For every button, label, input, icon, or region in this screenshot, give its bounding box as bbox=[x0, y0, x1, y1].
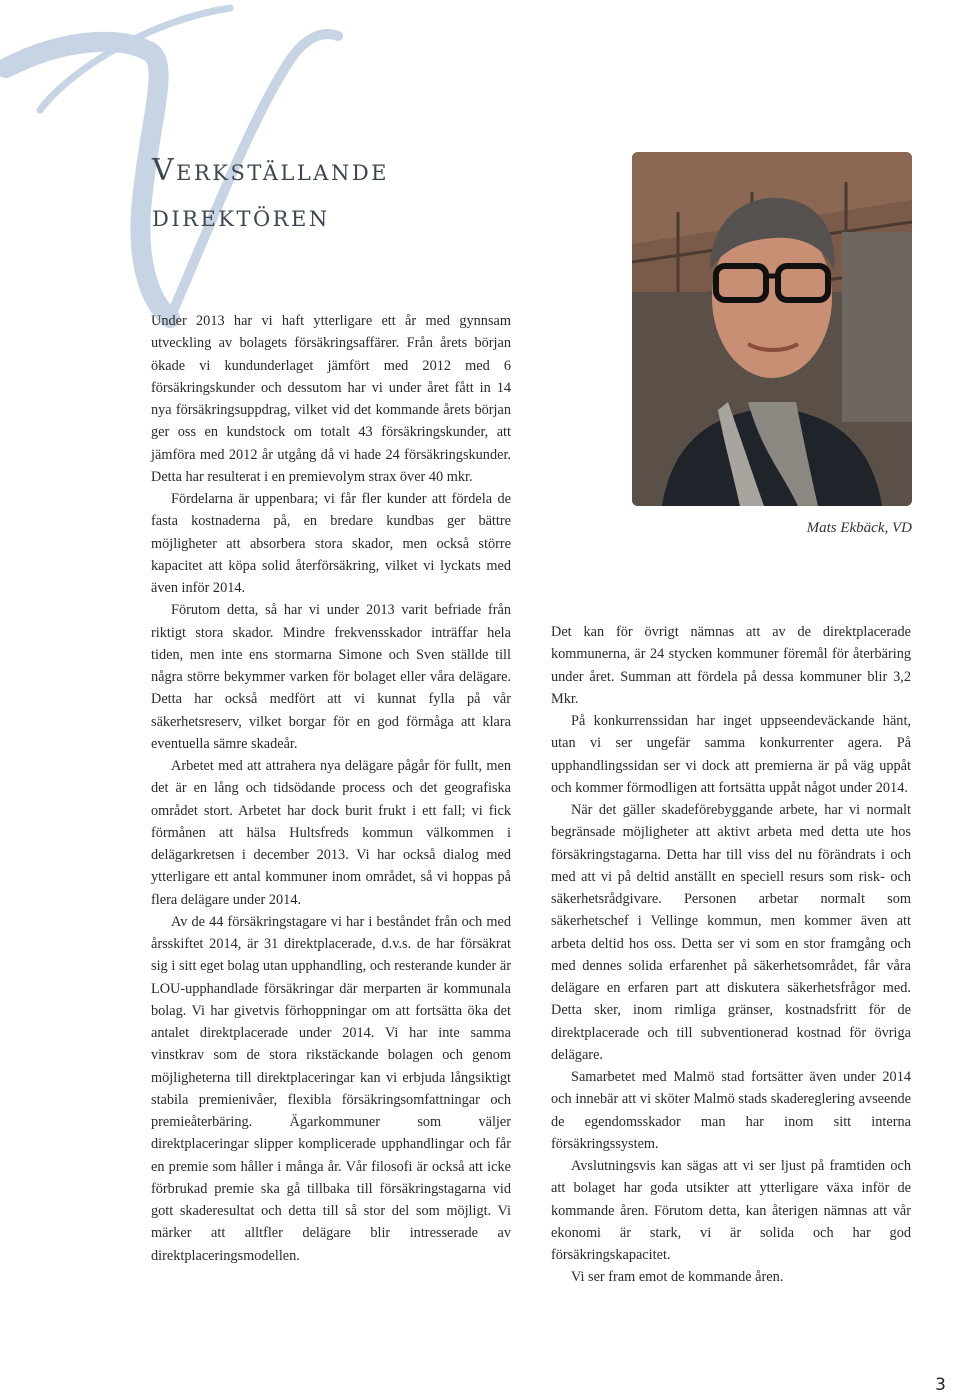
paragraph: Vi ser fram emot de kommande åren. bbox=[571, 1269, 784, 1286]
portrait-photo bbox=[632, 152, 912, 506]
paragraph: Av de 44 försäkringstagare vi har i beståndet från och med årsskiftet 2014, är 31 direktplacerade, d.v.s. de har försäkrat sig i sitt eget bolag utan upphandling, och resterande kunder är LOU-upphandlade försäkringar där merparten är kommunala bolag. Vi har givetvis förhoppningar om att fortsätta öka det antalet direktplacerade under 2014. Vi har inte samma vinstkrav som de stora rikstäckande bolagen och genom möjligheterna till direktplaceringar kan vi erbjuda långsiktigt stabila premienivåer, flexibla försäkringsomfattningar och premieåterbäring. Ägarkommuner som väljer direktplaceringar slipper komplicerade upphandlingar och får en premie som håller i många år. Vår filosofi är också att icke förbrukad premie ska gå tillbaka till försäkringstagarna vid gott skaderesultat och detta till så stor del som möjligt. Vi märker att alltfler delägare blir intresserade av direktplaceringsmodellen. bbox=[151, 913, 511, 1264]
paragraph: Avslutningsvis kan sägas att vi ser ljust på framtiden och att bolaget har goda utsikter att ytterligare växa inför de kommande åren. Förutom detta, kan återigen nämnas att vår ekonomi är stark, vi är solida och har god försäkringskapacitet. bbox=[551, 1158, 911, 1263]
paragraph: Arbetet med att attrahera nya delägare pågår för fullt, men det är en lång och tidsödande process och det geografiska området stort. Arbetet har dock burit frukt i ett fall; vi fick förmånen att hälsa Hultsfreds kommun välkommen i delägarkretsen i december 2013. Vi har också dialog med ytterligare ett antal kommuner inom området, så vi hoppas på flera delägare under 2014. bbox=[151, 758, 511, 908]
paragraph: På konkurrenssidan har inget uppseendeväckande hänt, utan vi ser ungefär samma konkurrenter agera. På upphandlingssidan ser vi dock att premierna är på väg uppåt och kommer förmodligen att fortsätta uppåt något under 2014. bbox=[551, 713, 911, 796]
paragraph: När det gäller skadeförebyggande arbete, har vi normalt begränsade möjligheter att aktivt arbeta med detta ute hos försäkringstagarna. Detta har till viss del nu förändrats i och med att vi på deltid anställt en speciell resurs som risk- och säkerhetsrådgivare. Personen arbetar normalt som säkerhetschef i Vellinge kommun, men kommer även att arbeta deltid hos oss. Detta ser vi som en stor framgång och med dennes solida erfarenhet på säkerhetsområdet, får våra delägare en erfaren part att diskutera säkerhetsfrågor med. Detta sker, inom rimliga gränser, kostnadsfritt för de direktplacerade och till subventionerad kostnad för övriga delägare. bbox=[551, 802, 911, 1063]
photo-caption: Mats Ekbäck, VD bbox=[806, 520, 912, 536]
page-title-line-2: direktören bbox=[152, 199, 330, 234]
paragraph: Fördelarna är uppenbara; vi får fler kunder att fördela de fasta kostnaderna på, en bredare kundbas ger bättre möjligheter att absorbera stora skador, men också större kapacitet att köpa solid återförsäkring, vilket vi lyckats med även inför 2014. bbox=[151, 491, 511, 596]
portrait-photo-icon bbox=[632, 152, 912, 506]
left-column bbox=[151, 310, 511, 1267]
right-column bbox=[551, 621, 911, 1289]
paragraph: Det kan för övrigt nämnas att av de direktplacerade kommunerna, är 24 stycken kommuner föremål för återbäring under året. Summan att fördela på dessa kommuner blir 3,2 Mkr. bbox=[551, 624, 911, 707]
paragraph: Under 2013 har vi haft ytterligare ett år med gynnsam utveckling av bolagets försäkringsaffärer. Från årets början ökade vi kundunderlaget jämfört med 2012 med 6 försäkringskunder och dessutom har vi under året fått in 14 nya försäkringsuppdrag, vilket vid det kommande årets början ger oss en kundstock om totalt 43 försäkringskunder, att jämföra med 2012 år utgång då vi hade 24 försäkringskunder. Detta har resulterat i en premievolym strax över 40 mkr. bbox=[151, 313, 511, 485]
paragraph: Förutom detta, så har vi under 2013 varit befriade från riktigt stora skador. Mindre frekvensskador inträffar hela tiden, men inte ens stormarna Simone och Sven ställde till några större bekymmer varken för bolaget eller våra delägare. Detta har också medfört att vi kunnat fylla på vår säkerhetsreserv, vilket borgar för en god förmåga att klara eventuella sämre skadeår. bbox=[151, 602, 511, 752]
page-title-line-1: Verkställande bbox=[152, 153, 390, 188]
page-number: 3 bbox=[935, 1375, 946, 1395]
paragraph: Samarbetet med Malmö stad fortsätter även under 2014 och innebär att vi sköter Malmö stads skadereglering avseende de egendomsskador man har inom sitt interna försäkringssystem. bbox=[551, 1069, 911, 1152]
page-title bbox=[152, 148, 389, 240]
